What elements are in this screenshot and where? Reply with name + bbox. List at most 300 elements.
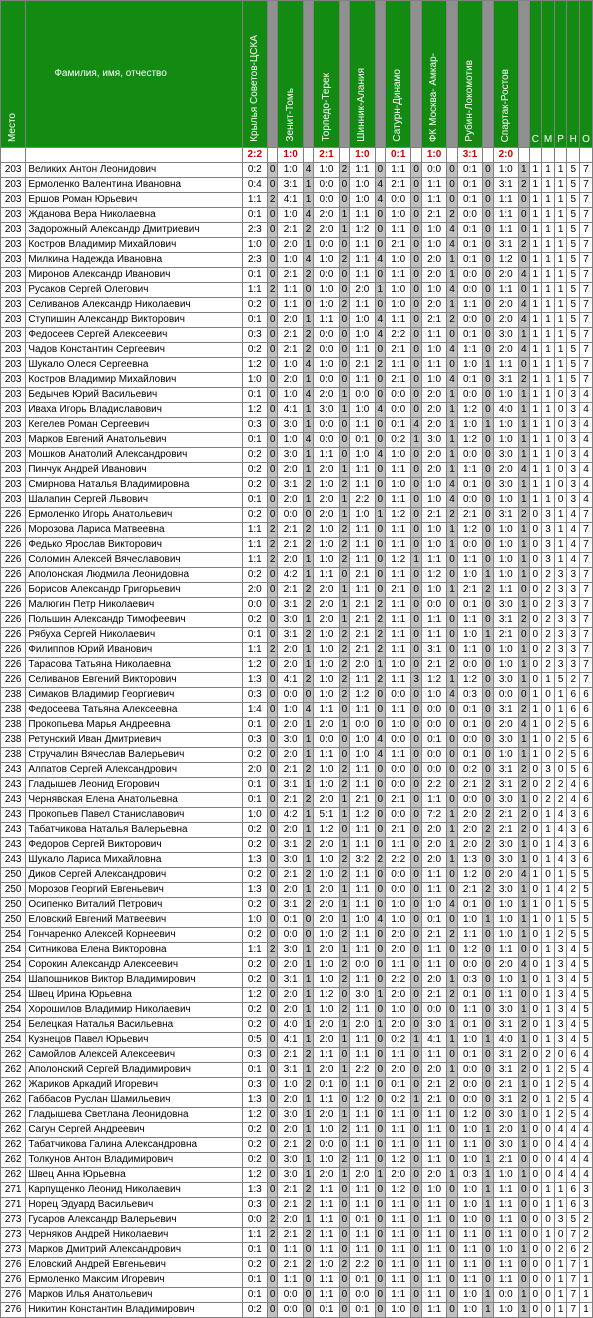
prediction-cell: 0:0 xyxy=(386,763,411,778)
prediction-cell: 2:0 xyxy=(314,583,339,598)
prediction-cell: 2:1 xyxy=(421,988,446,1003)
place-cell: 250 xyxy=(1,883,26,898)
stat-cell: 1 xyxy=(542,943,555,958)
prediction-cell: 2:0 xyxy=(421,253,446,268)
stat-cell: 7 xyxy=(580,358,593,373)
prediction-cell: 0:0 xyxy=(386,733,411,748)
points-cell: 0 xyxy=(339,433,350,448)
stat-cell: 0 xyxy=(542,913,555,928)
prediction-cell: 2:2 xyxy=(421,778,446,793)
prediction-cell: 1:0 xyxy=(386,1003,411,1018)
points-cell: 0 xyxy=(339,1093,350,1108)
prediction-cell: 2:1 xyxy=(386,823,411,838)
stat-cell: 1 xyxy=(542,853,555,868)
prediction-cell: 1:1 xyxy=(421,1273,446,1288)
points-cell: 0 xyxy=(483,1138,494,1153)
stat-cell: 4 xyxy=(580,1138,593,1153)
stat-cell: 4 xyxy=(554,1168,567,1183)
prediction-cell: 1:1 xyxy=(350,1003,375,1018)
prediction-cell: 1:1 xyxy=(421,1228,446,1243)
stat-cell: 4 xyxy=(580,463,593,478)
prediction-cell: 2:1 xyxy=(350,568,375,583)
place-cell: 226 xyxy=(1,508,26,523)
points-cell: 1 xyxy=(303,178,314,193)
points-cell: 1 xyxy=(303,553,314,568)
results-row xyxy=(1,148,593,163)
prediction-cell: 3:0 xyxy=(278,943,303,958)
points-cell: 0 xyxy=(483,958,494,973)
prediction-cell: 1:2 xyxy=(457,1108,482,1123)
points-cell: 4 xyxy=(303,388,314,403)
stat-cell: 5 xyxy=(567,748,580,763)
prediction-cell: 0:1 xyxy=(350,1273,375,1288)
prediction-cell: 1:0 xyxy=(314,163,339,178)
prediction-cell: 2:1 xyxy=(278,1198,303,1213)
points-cell: 0 xyxy=(483,328,494,343)
points-cell: 0 xyxy=(375,1243,386,1258)
stat-cell: 1 xyxy=(554,553,567,568)
stat-cell: 0 xyxy=(529,808,542,823)
points-cell: 1 xyxy=(303,238,314,253)
table-row xyxy=(1,1258,593,1273)
points-cell: 0 xyxy=(375,898,386,913)
prediction-cell: 1:1 xyxy=(350,163,375,178)
points-cell: 0 xyxy=(267,823,278,838)
stat-cell: 3 xyxy=(542,763,555,778)
prediction-cell: 3:2 xyxy=(350,853,375,868)
name-cell: Швец Ирина Юрьевна xyxy=(26,988,242,1003)
prediction-cell: 0:1 xyxy=(242,1243,267,1258)
stat-cell: 3 xyxy=(567,853,580,868)
prediction-cell: 3:1 xyxy=(493,1063,518,1078)
points-cell: 1 xyxy=(303,823,314,838)
prediction-cell: 0:4 xyxy=(242,178,267,193)
points-cell: 2 xyxy=(303,1078,314,1093)
prediction-cell: 2:1 xyxy=(278,1258,303,1273)
stat-cell: 1 xyxy=(554,913,567,928)
stat-cell: 2 xyxy=(542,1048,555,1063)
prediction-cell: 1:1 xyxy=(350,1123,375,1138)
name-cell: Гладышева Светлана Леонидовна xyxy=(26,1108,242,1123)
prediction-cell: 1:0 xyxy=(314,763,339,778)
name-cell: Белецкая Наталья Васильевна xyxy=(26,1018,242,1033)
points-cell: 0 xyxy=(483,208,494,223)
points-cell: 4 xyxy=(447,478,458,493)
points-cell: 0 xyxy=(411,298,422,313)
points-cell: 0 xyxy=(267,913,278,928)
points-cell: 2 xyxy=(339,853,350,868)
place-cell: 262 xyxy=(1,1123,26,1138)
points-cell: 1 xyxy=(303,448,314,463)
prediction-cell: 1:1 xyxy=(314,1093,339,1108)
stat-cell: 2 xyxy=(542,583,555,598)
prediction-cell: 2:0 xyxy=(314,388,339,403)
prediction-cell: 1:1 xyxy=(493,988,518,1003)
points-cell: 1 xyxy=(303,373,314,388)
prediction-cell: 0:0 xyxy=(278,688,303,703)
points-cell: 0 xyxy=(447,733,458,748)
points-cell: 0 xyxy=(447,718,458,733)
points-cell: 1 xyxy=(518,388,529,403)
stat-cell: 1 xyxy=(554,178,567,193)
stat-cell: 3 xyxy=(542,538,555,553)
points-cell: 0 xyxy=(483,403,494,418)
prediction-cell: 1:1 xyxy=(386,1288,411,1303)
stat-cell: 0 xyxy=(529,568,542,583)
stat-header: М xyxy=(542,1,555,148)
name-cell: Милкина Надежда Ивановна xyxy=(26,253,242,268)
stat-cell: 0 xyxy=(529,643,542,658)
place-cell: 203 xyxy=(1,433,26,448)
prediction-cell: 2:0 xyxy=(457,838,482,853)
prediction-cell: 3:0 xyxy=(278,1168,303,1183)
prediction-cell: 0:3 xyxy=(457,973,482,988)
points-cell: 0 xyxy=(267,1003,278,1018)
points-cell: 1 xyxy=(447,388,458,403)
prediction-cell: 0:1 xyxy=(421,733,446,748)
prediction-cell: 2:0 xyxy=(350,658,375,673)
prediction-cell: 1:0 xyxy=(457,358,482,373)
points-cell: 0 xyxy=(411,508,422,523)
stat-cell: 2 xyxy=(554,1078,567,1093)
points-cell: 2 xyxy=(339,1258,350,1273)
place-cell: 226 xyxy=(1,628,26,643)
points-cell: 0 xyxy=(267,1033,278,1048)
points-cell: 1 xyxy=(447,538,458,553)
prediction-cell: 1:2 xyxy=(314,823,339,838)
points-cell: 0 xyxy=(375,1288,386,1303)
points-cell: 0 xyxy=(267,568,278,583)
stat-cell: 0 xyxy=(529,1078,542,1093)
prediction-cell: 0:2 xyxy=(242,508,267,523)
prediction-cell: 2:1 xyxy=(386,238,411,253)
stat-cell: 1 xyxy=(554,373,567,388)
prediction-cell: 0:0 xyxy=(457,283,482,298)
stat-cell: 7 xyxy=(580,508,593,523)
match-result: 0:1 xyxy=(386,148,411,163)
stat-cell: 7 xyxy=(580,313,593,328)
stat-cell: 0 xyxy=(529,943,542,958)
stat-cell: 1 xyxy=(529,268,542,283)
stat-cell: 1 xyxy=(554,268,567,283)
stat-cell: 3 xyxy=(567,463,580,478)
stat-cell: 0 xyxy=(529,1303,542,1318)
points-cell: 2 xyxy=(303,478,314,493)
prediction-cell: 0:2 xyxy=(242,448,267,463)
points-cell: 0 xyxy=(375,1258,386,1273)
prediction-cell: 1:1 xyxy=(421,1258,446,1273)
stat-cell: 0 xyxy=(554,478,567,493)
stat-cell: 4 xyxy=(554,808,567,823)
match-result: 2:2 xyxy=(242,148,267,163)
points-cell: 2 xyxy=(303,1258,314,1273)
prediction-cell: 2:1 xyxy=(421,1093,446,1108)
points-cell: 2 xyxy=(303,538,314,553)
points-cell: 0 xyxy=(411,598,422,613)
prediction-cell: 2:1 xyxy=(493,823,518,838)
prediction-cell: 0:1 xyxy=(242,388,267,403)
name-cell: Селиванов Евгений Викторович xyxy=(26,673,242,688)
stat-cell: 4 xyxy=(580,418,593,433)
prediction-cell: 1:1 xyxy=(350,238,375,253)
points-cell: 2 xyxy=(518,1018,529,1033)
prediction-cell: 3:1 xyxy=(493,508,518,523)
points-cell: 0 xyxy=(411,403,422,418)
prediction-cell: 1:0 xyxy=(314,553,339,568)
points-cell: 0 xyxy=(375,418,386,433)
stat-cell: 7 xyxy=(580,628,593,643)
points-cell: 0 xyxy=(483,793,494,808)
stat-cell: 3 xyxy=(567,658,580,673)
points-cell: 1 xyxy=(447,418,458,433)
points-cell: 0 xyxy=(411,568,422,583)
prediction-cell: 1:0 xyxy=(493,538,518,553)
points-cell: 4 xyxy=(375,313,386,328)
points-cell: 0 xyxy=(411,913,422,928)
place-cell: 203 xyxy=(1,448,26,463)
stat-cell: 1 xyxy=(554,508,567,523)
points-cell: 1 xyxy=(447,838,458,853)
stat-cell: 3 xyxy=(554,1033,567,1048)
prediction-cell: 1:0 xyxy=(421,898,446,913)
table-row xyxy=(1,238,593,253)
stat-cell: 2 xyxy=(554,1243,567,1258)
name-cell: Прокопьев Павел Станиславович xyxy=(26,808,242,823)
prediction-cell: 1:3 xyxy=(242,1183,267,1198)
points-cell: 0 xyxy=(375,208,386,223)
stat-cell: 0 xyxy=(542,868,555,883)
place-cell: 203 xyxy=(1,463,26,478)
prediction-cell: 2:1 xyxy=(278,583,303,598)
stat-cell: 5 xyxy=(580,973,593,988)
points-cell: 0 xyxy=(267,973,278,988)
prediction-cell: 1:0 xyxy=(350,193,375,208)
prediction-cell: 1:0 xyxy=(493,418,518,433)
prediction-cell: 1:1 xyxy=(314,1243,339,1258)
prediction-cell: 0:2 xyxy=(242,1138,267,1153)
points-cell: 0 xyxy=(447,1153,458,1168)
points-cell: 1 xyxy=(303,1213,314,1228)
prediction-cell: 1:3 xyxy=(242,853,267,868)
points-cell: 0 xyxy=(267,223,278,238)
points-cell: 1 xyxy=(518,1138,529,1153)
prediction-cell: 1:0 xyxy=(493,163,518,178)
stat-cell: 3 xyxy=(554,628,567,643)
prediction-cell: 1:0 xyxy=(278,208,303,223)
prediction-cell: 2:0 xyxy=(421,1168,446,1183)
stat-cell: 4 xyxy=(567,538,580,553)
points-cell: 0 xyxy=(447,1273,458,1288)
points-cell: 2 xyxy=(303,898,314,913)
points-cell: 0 xyxy=(339,1138,350,1153)
prediction-cell: 0:0 xyxy=(386,403,411,418)
prediction-cell: 2:1 xyxy=(421,1078,446,1093)
stat-cell: 1 xyxy=(529,178,542,193)
name-cell: Шукало Лариса Михайловна xyxy=(26,853,242,868)
table-row xyxy=(1,178,593,193)
points-cell: 0 xyxy=(447,553,458,568)
points-cell: 0 xyxy=(483,718,494,733)
stat-cell: 1 xyxy=(529,898,542,913)
prediction-cell: 1:1 xyxy=(314,568,339,583)
prediction-cell: 1:1 xyxy=(350,1153,375,1168)
name-cell: Черняков Андрей Николаевич xyxy=(26,1228,242,1243)
points-cell: 0 xyxy=(375,1153,386,1168)
prediction-cell: 2:0 xyxy=(314,793,339,808)
points-cell: 0 xyxy=(267,853,278,868)
points-cell: 0 xyxy=(483,163,494,178)
stat-cell: 5 xyxy=(567,1063,580,1078)
prediction-cell: 1:1 xyxy=(457,928,482,943)
stat-cell: 2 xyxy=(542,778,555,793)
prediction-cell: 1:1 xyxy=(350,523,375,538)
points-cell: 0 xyxy=(411,463,422,478)
stat-cell: 7 xyxy=(580,583,593,598)
prediction-cell: 2:0 xyxy=(314,943,339,958)
prediction-cell: 2:0 xyxy=(493,718,518,733)
prediction-cell: 1:4 xyxy=(242,703,267,718)
place-cell: 203 xyxy=(1,298,26,313)
prediction-cell: 2:1 xyxy=(350,358,375,373)
stat-cell: 1 xyxy=(529,403,542,418)
stat-cell: 5 xyxy=(567,373,580,388)
name-cell: Федько Ярослав Викторович xyxy=(26,538,242,553)
points-cell: 0 xyxy=(267,658,278,673)
prediction-cell: 1:1 xyxy=(457,1228,482,1243)
points-cell: 0 xyxy=(339,1273,350,1288)
points-cell: 0 xyxy=(267,328,278,343)
points-cell: 2 xyxy=(483,583,494,598)
name-cell: Морозова Лариса Матвеевна xyxy=(26,523,242,538)
name-cell: Алпатов Сергей Александрович xyxy=(26,763,242,778)
points-cell: 1 xyxy=(447,448,458,463)
points-cell: 0 xyxy=(447,568,458,583)
place-cell: 226 xyxy=(1,538,26,553)
points-cell: 0 xyxy=(447,1288,458,1303)
name-cell: Федосеев Сергей Алексеевич xyxy=(26,328,242,343)
stat-cell: 6 xyxy=(567,703,580,718)
prediction-cell: 0:3 xyxy=(242,1048,267,1063)
points-cell: 1 xyxy=(447,523,458,538)
results-blank xyxy=(554,148,567,163)
prediction-cell: 4:0 xyxy=(493,1033,518,1048)
points-cell: 0 xyxy=(303,508,314,523)
prediction-cell: 3:1 xyxy=(493,1018,518,1033)
stat-cell: 1 xyxy=(529,163,542,178)
prediction-cell: 1:1 xyxy=(386,748,411,763)
stat-cell: 7 xyxy=(567,1228,580,1243)
stat-cell: 1 xyxy=(580,1288,593,1303)
stat-cell: 4 xyxy=(567,1123,580,1138)
prediction-cell: 2:0 xyxy=(314,1063,339,1078)
table-row xyxy=(1,568,593,583)
stat-cell: 5 xyxy=(567,343,580,358)
points-cell: 2 xyxy=(339,478,350,493)
stat-cell: 0 xyxy=(554,493,567,508)
prediction-cell: 1:1 xyxy=(493,193,518,208)
points-cell: 0 xyxy=(267,613,278,628)
prediction-cell: 0:3 xyxy=(242,1198,267,1213)
stat-cell: 1 xyxy=(542,328,555,343)
name-cell: Еловский Андрей Евгеньевич xyxy=(26,1258,242,1273)
points-cell: 0 xyxy=(411,748,422,763)
points-cell: 0 xyxy=(267,1123,278,1138)
stat-cell: 1 xyxy=(554,1303,567,1318)
stat-cell: 7 xyxy=(580,283,593,298)
points-cell: 0 xyxy=(267,1018,278,1033)
name-cell: Прокопьева Марья Андреевна xyxy=(26,718,242,733)
points-cell: 2 xyxy=(339,253,350,268)
prediction-cell: 2:1 xyxy=(386,343,411,358)
results-blank xyxy=(375,148,386,163)
points-cell: 0 xyxy=(339,568,350,583)
place-cell: 243 xyxy=(1,853,26,868)
name-cell: Ершов Роман Юрьевич xyxy=(26,193,242,208)
table-row xyxy=(1,643,593,658)
table-row xyxy=(1,763,593,778)
points-cell: 0 xyxy=(339,328,350,343)
points-cell: 0 xyxy=(483,928,494,943)
points-cell: 1 xyxy=(339,1018,350,1033)
prediction-cell: 2:0 xyxy=(421,463,446,478)
prediction-cell: 1:0 xyxy=(386,718,411,733)
prediction-cell: 3:1 xyxy=(278,778,303,793)
place-cell: 243 xyxy=(1,838,26,853)
stat-cell: 2 xyxy=(542,568,555,583)
prediction-cell: 4:1 xyxy=(278,673,303,688)
stat-cell: 3 xyxy=(567,643,580,658)
prediction-cell: 0:2 xyxy=(242,823,267,838)
points-cell: 2 xyxy=(267,1213,278,1228)
stat-cell: 1 xyxy=(542,283,555,298)
points-cell: 1 xyxy=(339,223,350,238)
prediction-cell: 1:0 xyxy=(457,628,482,643)
points-cell: 1 xyxy=(518,163,529,178)
table-row xyxy=(1,163,593,178)
stat-cell: 7 xyxy=(580,163,593,178)
stat-cell: 2 xyxy=(542,658,555,673)
points-cell: 4 xyxy=(447,898,458,913)
points-cell: 4 xyxy=(411,418,422,433)
stat-cell: 3 xyxy=(567,598,580,613)
stat-cell: 3 xyxy=(567,448,580,463)
prediction-cell: 0:1 xyxy=(457,193,482,208)
points-cell: 0 xyxy=(447,1243,458,1258)
place-cell: 203 xyxy=(1,328,26,343)
prediction-cell: 3:0 xyxy=(493,793,518,808)
prediction-cell: 2:1 xyxy=(350,643,375,658)
prediction-cell: 2:0 xyxy=(350,283,375,298)
prediction-cell: 1:1 xyxy=(421,1288,446,1303)
table-row xyxy=(1,1123,593,1138)
table-row xyxy=(1,1138,593,1153)
stat-cell: 5 xyxy=(580,898,593,913)
points-cell: 0 xyxy=(375,373,386,388)
prediction-cell: 2:0 xyxy=(314,898,339,913)
prediction-cell: 3:0 xyxy=(493,1003,518,1018)
name-cell: Великих Антон Леонидович xyxy=(26,163,242,178)
stat-cell: 1 xyxy=(542,253,555,268)
prediction-cell: 0:2 xyxy=(242,838,267,853)
prediction-cell: 0:0 xyxy=(457,493,482,508)
name-cell: Габбасов Руслан Шамильевич xyxy=(26,1093,242,1108)
prediction-cell: 1:2 xyxy=(242,358,267,373)
stat-cell: 1 xyxy=(529,748,542,763)
points-cell: 1 xyxy=(375,1018,386,1033)
prediction-cell: 2:0 xyxy=(350,1168,375,1183)
points-cell: 2 xyxy=(518,823,529,838)
prediction-cell: 2:0 xyxy=(421,823,446,838)
